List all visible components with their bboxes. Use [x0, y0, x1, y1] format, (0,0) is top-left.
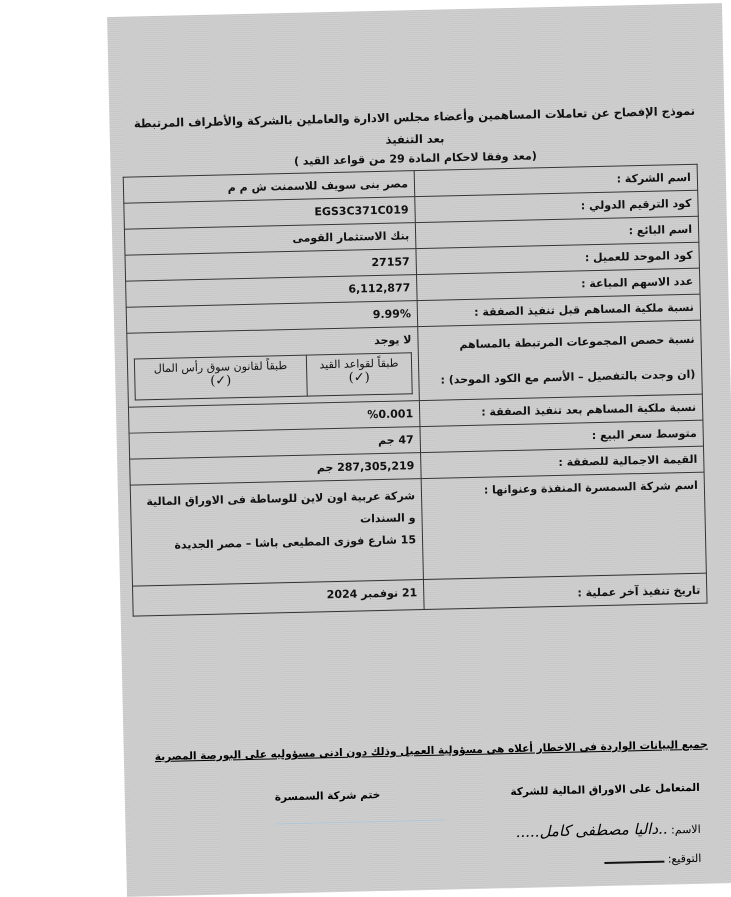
- row-label: تاريخ تنفيذ آخر عملية :: [423, 573, 707, 609]
- row-label: عدد الاسهم المباعة :: [417, 268, 701, 300]
- form-title: نموذج الإفصاح عن تعاملات المساهمين وأعضاء مجلس الادارة والعاملين بالشركة والأطراف المرتبطة بعد التنفيذ: [133, 103, 696, 147]
- name-label: الاسم:: [670, 822, 701, 837]
- row-value: مصر بنى سويف للاسمنت ش م م: [123, 171, 415, 204]
- related-value: لا يوجد: [374, 333, 412, 348]
- row-value: 21 نوفمبر 2024: [133, 580, 425, 617]
- row-label: اسم الشركة :: [414, 164, 698, 196]
- stamp-label: ختم شركة السمسرة: [274, 789, 381, 804]
- disclosure-table: [123, 164, 708, 617]
- signature-mark: [604, 861, 664, 864]
- scanned-page: [107, 3, 731, 897]
- broker-row: [130, 472, 706, 586]
- related-subtable: [134, 352, 413, 400]
- row-value: 47 جم: [129, 427, 421, 460]
- row-label: كود الترقيم الدولي :: [415, 190, 699, 222]
- row-label: القيمة الاجمالية للصفقة :: [421, 446, 705, 478]
- listing-rules-label: طبقاً لقواعد القيد: [319, 356, 399, 372]
- row-label: نسبة ملكية المساهم قبل تنفيذ الصفقة :: [417, 294, 701, 326]
- broker-name: شركة عربية اون لاين للوساطة فى الاوراق المالية و السندات: [146, 489, 416, 526]
- form-subtitle: (معد وفقا لاحكام المادة 29 من قواعد القيد ): [293, 149, 537, 168]
- row-value: 9.99%: [126, 301, 418, 334]
- check-mark-icon: (✓): [210, 373, 232, 389]
- row-value: 287,305,219 جم: [130, 453, 422, 486]
- related-detail-label: (ان وجدت بالتفصيل – الأسم مع الكود الموحد) :: [440, 367, 696, 387]
- row-value: EGS3C371C019: [124, 197, 416, 230]
- signature-label: التوقيع:: [667, 851, 702, 866]
- check-mark-icon: (✓): [348, 370, 370, 386]
- row-label: اسم البائع :: [415, 216, 699, 248]
- row-label: كود الموحد للعميل :: [416, 242, 700, 274]
- row-value: بنك الاستثمار القومى: [124, 223, 416, 256]
- row-label: متوسط سعر البيع :: [420, 420, 704, 452]
- handwritten-name: ..داليا مصطفى كامل.....: [515, 819, 668, 842]
- disclaimer: جميع البيانات الواردة فى الاخطار أعلاه هى مسؤولية العميل وذلك دون ادنى مسؤوليه على البورصة المصرية: [154, 738, 708, 764]
- row-value: %0.001: [128, 401, 420, 434]
- row-value: 6,112,877: [126, 275, 418, 308]
- related-label: نسبة حصص المجموعات المرتبطة بالمساهم: [459, 332, 695, 352]
- related-groups-row: [127, 320, 703, 407]
- row-value: 27157: [125, 249, 417, 282]
- row-label: اسم شركة السمسرة المنفذة وعنوانها :: [421, 472, 706, 579]
- capital-market-law-label: طبقاً لقانون سوق رأس المال: [153, 359, 288, 376]
- row-label: نسبة ملكية المساهم بعد تنفيذ الصفقة :: [419, 394, 703, 426]
- broker-stamp: [275, 820, 446, 885]
- broker-address: 15 شارع فوزى المطيعى باشا – مصر الجديدة: [174, 533, 417, 552]
- dealer-label: المتعامل على الاوراق المالية للشركة: [510, 781, 700, 799]
